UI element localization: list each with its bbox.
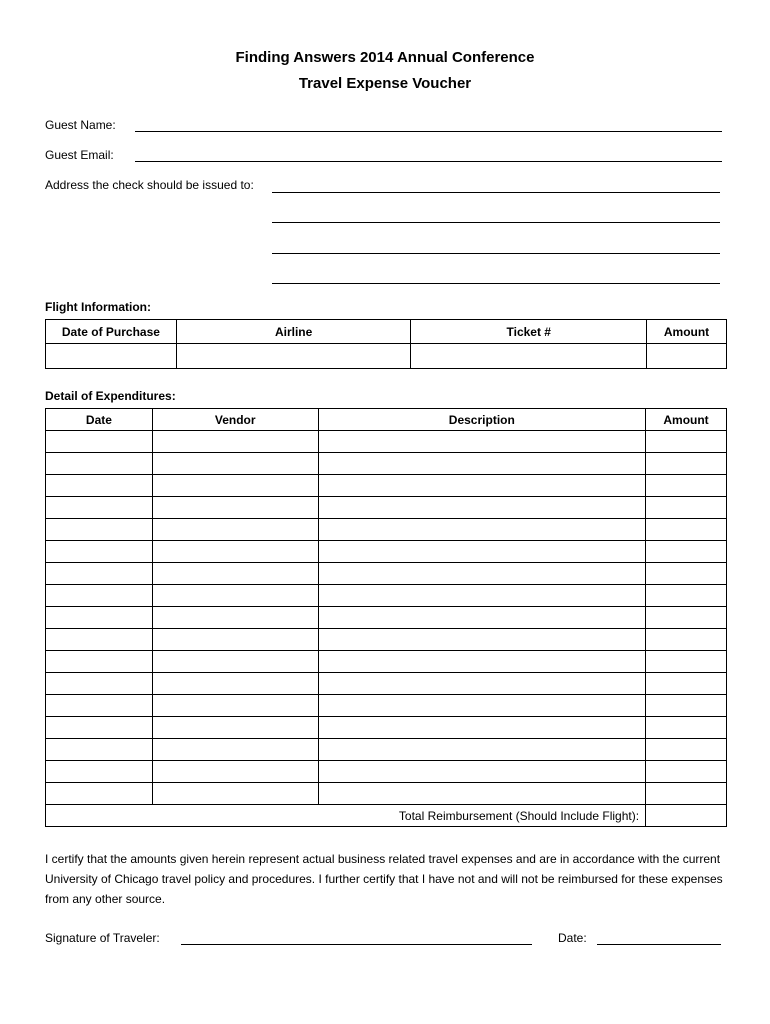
exp-description-cell[interactable] xyxy=(318,585,645,607)
exp-description-cell[interactable] xyxy=(318,541,645,563)
signature-label: Signature of Traveler: xyxy=(45,931,160,945)
table-row xyxy=(46,717,727,739)
exp-amount-cell[interactable] xyxy=(646,475,727,497)
table-row xyxy=(46,475,727,497)
exp-description-cell[interactable] xyxy=(318,739,645,761)
exp-col-date: Date xyxy=(46,409,153,431)
exp-amount-cell[interactable] xyxy=(646,673,727,695)
table-row xyxy=(46,651,727,673)
exp-amount-cell[interactable] xyxy=(646,563,727,585)
exp-date-cell[interactable] xyxy=(46,783,153,805)
exp-description-cell[interactable] xyxy=(318,629,645,651)
exp-date-cell[interactable] xyxy=(46,497,153,519)
exp-description-cell[interactable] xyxy=(318,761,645,783)
exp-vendor-cell[interactable] xyxy=(152,497,318,519)
guest-name-field[interactable] xyxy=(135,131,722,132)
exp-date-cell[interactable] xyxy=(46,431,153,453)
flight-heading: Flight Information: xyxy=(45,300,151,314)
exp-vendor-cell[interactable] xyxy=(152,585,318,607)
total-amount-cell[interactable] xyxy=(646,805,727,827)
address-line-3[interactable] xyxy=(272,253,720,254)
table-row xyxy=(46,431,727,453)
exp-date-cell[interactable] xyxy=(46,761,153,783)
guest-name-label: Guest Name: xyxy=(45,118,116,132)
guest-email-field[interactable] xyxy=(135,161,722,162)
table-row xyxy=(46,585,727,607)
exp-amount-cell[interactable] xyxy=(646,629,727,651)
table-row xyxy=(46,453,727,475)
page-title: Finding Answers 2014 Annual Conference xyxy=(235,49,535,66)
address-label: Address the check should be issued to: xyxy=(45,178,254,192)
exp-amount-cell[interactable] xyxy=(646,585,727,607)
exp-amount-cell[interactable] xyxy=(646,607,727,629)
exp-date-cell[interactable] xyxy=(46,585,153,607)
exp-date-cell[interactable] xyxy=(46,541,153,563)
table-row xyxy=(46,739,727,761)
exp-date-cell[interactable] xyxy=(46,607,153,629)
flight-date-cell[interactable] xyxy=(46,344,177,369)
flight-amount-cell[interactable] xyxy=(647,344,727,369)
table-row xyxy=(46,783,727,805)
exp-description-cell[interactable] xyxy=(318,563,645,585)
exp-date-cell[interactable] xyxy=(46,475,153,497)
exp-date-cell[interactable] xyxy=(46,739,153,761)
exp-description-cell[interactable] xyxy=(318,783,645,805)
exp-vendor-cell[interactable] xyxy=(152,453,318,475)
exp-vendor-cell[interactable] xyxy=(152,519,318,541)
exp-date-cell[interactable] xyxy=(46,453,153,475)
exp-date-cell[interactable] xyxy=(46,695,153,717)
table-row xyxy=(46,761,727,783)
signature-field[interactable] xyxy=(181,944,532,945)
exp-vendor-cell[interactable] xyxy=(152,739,318,761)
exp-description-cell[interactable] xyxy=(318,453,645,475)
exp-description-cell[interactable] xyxy=(318,519,645,541)
guest-email-label: Guest Email: xyxy=(45,148,114,162)
exp-col-amount: Amount xyxy=(646,409,727,431)
exp-vendor-cell[interactable] xyxy=(152,541,318,563)
exp-vendor-cell[interactable] xyxy=(152,431,318,453)
exp-vendor-cell[interactable] xyxy=(152,761,318,783)
exp-date-cell[interactable] xyxy=(46,629,153,651)
page-subtitle: Travel Expense Voucher xyxy=(298,75,472,92)
total-label: Total Reimbursement (Should Include Flight): xyxy=(46,805,646,827)
exp-col-description: Description xyxy=(318,409,645,431)
exp-amount-cell[interactable] xyxy=(646,519,727,541)
flight-col-airline: Airline xyxy=(176,320,411,344)
exp-description-cell[interactable] xyxy=(318,651,645,673)
exp-amount-cell[interactable] xyxy=(646,717,727,739)
table-row xyxy=(46,497,727,519)
exp-description-cell[interactable] xyxy=(318,673,645,695)
exp-vendor-cell[interactable] xyxy=(152,783,318,805)
exp-date-cell[interactable] xyxy=(46,717,153,739)
date-label: Date: xyxy=(558,931,587,945)
flight-ticket-cell[interactable] xyxy=(411,344,647,369)
flight-col-ticket: Ticket # xyxy=(411,320,647,344)
exp-date-cell[interactable] xyxy=(46,519,153,541)
table-row xyxy=(46,695,727,717)
expenditures-heading: Detail of Expenditures: xyxy=(45,389,176,403)
address-line-2[interactable] xyxy=(272,222,720,223)
exp-amount-cell[interactable] xyxy=(646,739,727,761)
exp-amount-cell[interactable] xyxy=(646,783,727,805)
exp-date-cell[interactable] xyxy=(46,563,153,585)
exp-vendor-cell[interactable] xyxy=(152,717,318,739)
flight-col-amount: Amount xyxy=(647,320,727,344)
exp-amount-cell[interactable] xyxy=(646,695,727,717)
exp-amount-cell[interactable] xyxy=(646,761,727,783)
table-row xyxy=(46,519,727,541)
address-line-1[interactable] xyxy=(272,192,720,193)
exp-amount-cell[interactable] xyxy=(646,453,727,475)
exp-date-cell[interactable] xyxy=(46,673,153,695)
total-row xyxy=(46,805,727,827)
exp-description-cell[interactable] xyxy=(318,475,645,497)
expenditures-table xyxy=(45,408,727,827)
exp-amount-cell[interactable] xyxy=(646,541,727,563)
exp-vendor-cell[interactable] xyxy=(152,673,318,695)
table-row xyxy=(46,607,727,629)
exp-vendor-cell[interactable] xyxy=(152,607,318,629)
certification-text: I certify that the amounts given herein represent actual business related travel expenses and are in accordance with the current University of Chicago travel policy and procedures. I further certify that I have not and will not be reimbursed for these expenses from any other source. xyxy=(45,852,723,906)
exp-vendor-cell[interactable] xyxy=(152,651,318,673)
exp-description-cell[interactable] xyxy=(318,695,645,717)
exp-amount-cell[interactable] xyxy=(646,497,727,519)
exp-description-cell[interactable] xyxy=(318,431,645,453)
exp-vendor-cell[interactable] xyxy=(152,695,318,717)
exp-amount-cell[interactable] xyxy=(646,651,727,673)
exp-vendor-cell[interactable] xyxy=(152,475,318,497)
table-row xyxy=(46,563,727,585)
exp-date-cell[interactable] xyxy=(46,651,153,673)
exp-description-cell[interactable] xyxy=(318,497,645,519)
table-row xyxy=(46,629,727,651)
exp-col-vendor: Vendor xyxy=(152,409,318,431)
flight-table xyxy=(45,319,727,369)
exp-vendor-cell[interactable] xyxy=(152,629,318,651)
flight-airline-cell[interactable] xyxy=(176,344,411,369)
exp-description-cell[interactable] xyxy=(318,607,645,629)
exp-amount-cell[interactable] xyxy=(646,431,727,453)
table-row xyxy=(46,673,727,695)
flight-row xyxy=(46,344,727,369)
address-line-4[interactable] xyxy=(272,283,720,284)
exp-vendor-cell[interactable] xyxy=(152,563,318,585)
date-field[interactable] xyxy=(597,944,721,945)
exp-description-cell[interactable] xyxy=(318,717,645,739)
flight-col-date: Date of Purchase xyxy=(46,320,177,344)
table-row xyxy=(46,541,727,563)
